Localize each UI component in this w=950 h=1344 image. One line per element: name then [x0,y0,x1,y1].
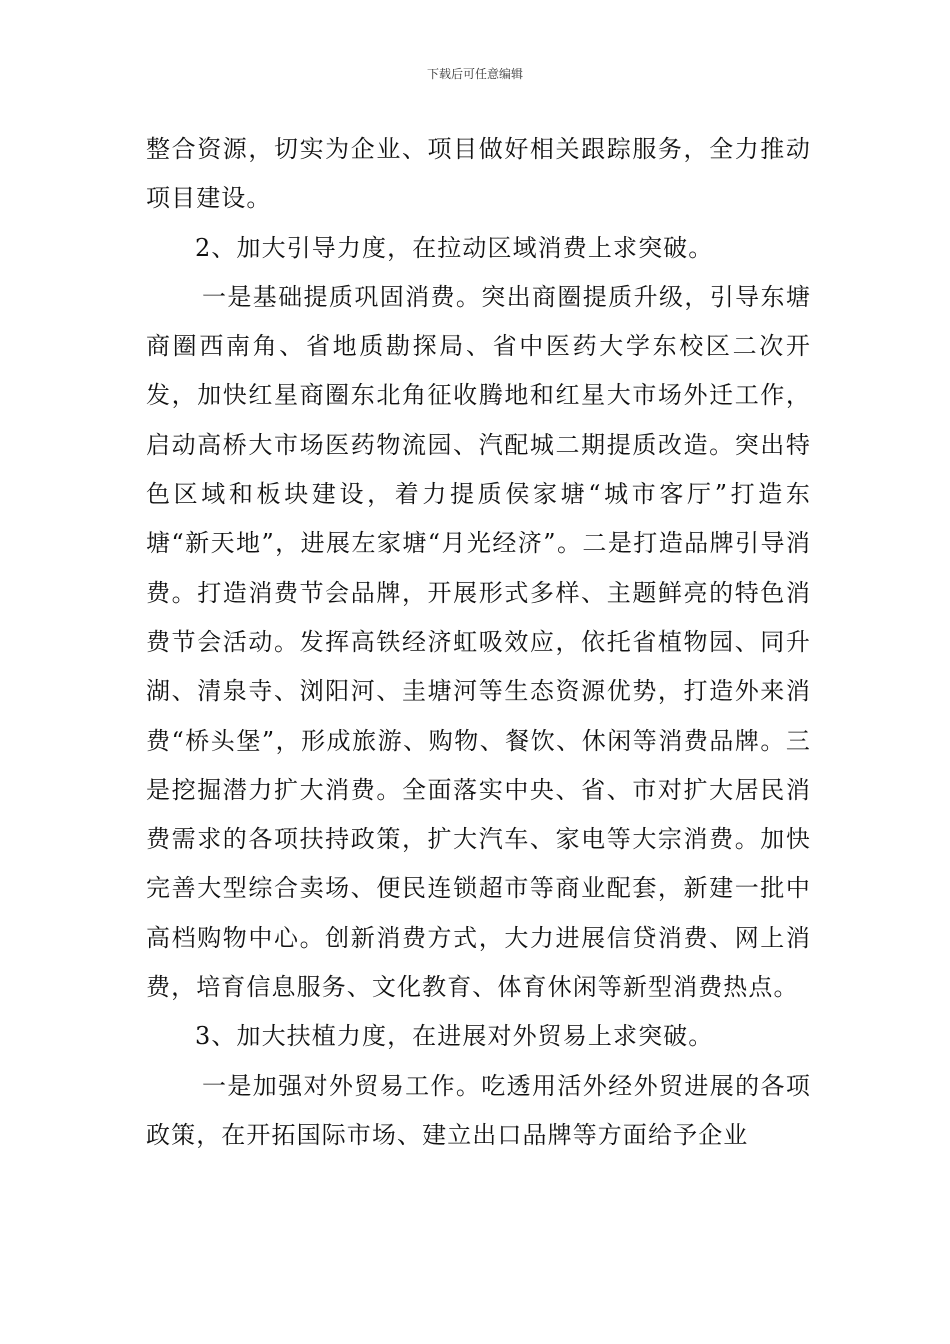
paragraph-foreign-trade: 一是加强对外贸易工作。吃透用活外经外贸进展的各项政策，在开拓国际市场、建立出口品牌等方面给予企业 [146,1071,811,1149]
section-heading-2: 2、加大引导力度，在拉动区域消费上求突破。 [195,233,714,262]
paragraph-continuation: 整合资源，切实为企业、项目做好相关跟踪服务，全力推动项目建设。 [146,135,811,213]
section-heading-3: 3、加大扶植力度，在进展对外贸易上求突破。 [195,1022,714,1051]
page-header: 下载后可任意编辑 [426,67,523,81]
paragraph-consumption: 一是基础提质巩固消费。突出商圈提质升级，引导东塘商圈西南角、省地质勘探局、省中医药大学东校区二次开发，加快红星商圈东北角征收腾地和红星大市场外迁工作，启动高桥大市场医药物流园、汽配城二期提质改造。突出特色区域和板块建设，着力提质侯家塘“城市客厅”打造东塘“新天地”，进展左家塘“月光经济”。二是打造品牌引导消费。打造消费节会品牌，开展形式多样、主题鲜亮的特色消费节会活动。发挥高铁经济虹吸效应，依托省植物园、同升湖、清泉寺、浏阳河、圭塘河等生态资源优势，打造外来消费“桥头堡”，形成旅游、购物、餐饮、休闲等消费品牌。三是挖掘潜力扩大消费。全面落实中央、省、市对扩大居民消费需求的各项扶持政策，扩大汽车、家电等大宗消费。加快完善大型综合卖场、便民连锁超市等商业配套，新建一批中高档购物中心。创新消费方式，大力进展信贷消费、网上消费，培育信息服务、文化教育、体育休闲等新型消费热点。 [146,282,811,1002]
document-body [146,125,811,1160]
